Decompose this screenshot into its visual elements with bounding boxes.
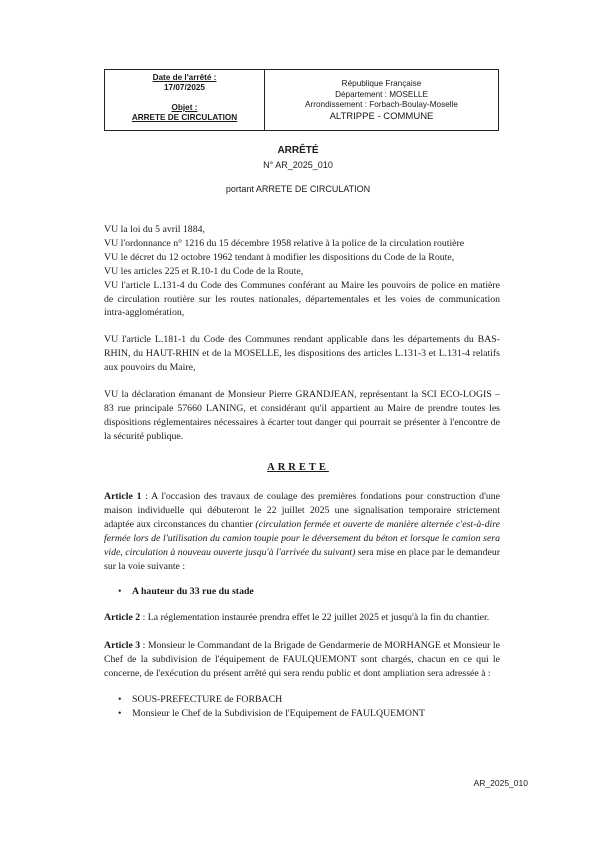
header-left-cell	[105, 70, 265, 130]
departement-label: Département : MOSELLE	[335, 89, 428, 99]
vu-line-1: VU la loi du 5 avril 1884,	[104, 224, 205, 235]
commune-label: ALTRIPPE - COMMUNE	[329, 110, 434, 122]
bullet-icon: •	[118, 586, 122, 598]
arrondissement-label: Arrondissement : Forbach-Boulay-Moselle	[305, 100, 458, 109]
vu-line-7: VU la déclaration émanant de Monsieur Pierre GRANDJEAN, représentant la SCI ECO-LOGIS – 83 rue principale 57660 LANING, et considérant qu'il appartient au Maire de prendre toutes les dispositions réglementaires nécessaires à écarter tout danger qui pourrait se présenter à l'encontre de la sécurité publique.	[104, 389, 500, 442]
list-item	[104, 693, 500, 707]
date-value: 17/07/2025	[164, 83, 205, 92]
list-item	[104, 707, 500, 721]
considerants-block	[104, 223, 500, 444]
arrete-heading: ARRETE	[267, 462, 329, 473]
date-label: Date de l'arrêté :	[152, 73, 217, 82]
bullet-icon: •	[118, 693, 122, 705]
article-1-text-b: sera mise en place par le demandeur sur la voie suivante :	[104, 546, 500, 572]
bullet-icon: •	[118, 707, 122, 719]
footer-reference: AR_2025_010	[473, 778, 528, 788]
article-1-bullet-text: A hauteur du 33 rue du stade	[132, 586, 254, 598]
document-number: N° AR_2025_010	[263, 160, 333, 170]
article-3-label: Article 3	[104, 640, 141, 652]
article-1-text-a: : A l'occasion des travaux de coulage des premières fondations pour construction d'une maison individuelle qui débuteront le 22 juillet 2025 une signalisation temporaire strictement adaptée aux circonstances du chantier	[104, 491, 500, 530]
recipient-2: Monsieur le Chef de la Subdivision de l'Equipement de FAULQUEMONT	[132, 707, 425, 719]
article-1-bullet	[104, 585, 500, 599]
document-heading: ARRÊTÉ	[277, 145, 319, 156]
vu-line-4: VU les articles 225 et R.10-1 du Code de la Route,	[104, 265, 304, 277]
article-1-text-italic: (circulation fermée et ouverte de manière alternée c'est-à-dire fermée lors de l'utilisation du camion toupie pour le déversement du béton et lorsque le camion sera vide, circulation à nouveau ouverte jusqu'à l'arrivée du suivant)	[104, 518, 500, 558]
document-subtitle: portant ARRETE DE CIRCULATION	[225, 184, 371, 194]
recipients-list	[104, 693, 500, 721]
article-2-text: : La réglementation instaurée prendra effet le 22 juillet 2025 et jusqu'à la fin du chantier.	[140, 612, 490, 624]
article-3-text: : Monsieur le Commandant de la Brigade de Gendarmerie de MORHANGE et Monsieur le Chef de la subdivision de l'équipement de FAULQUEMONT sont chargés, chacun en ce qui le concerne, de l'exécution du présent arrêté qui sera rendu public et dont ampliation sera adressée à :	[104, 640, 500, 680]
vu-line-5: VU l'article L.131-4 du Code des Communes conférant au Maire les pouvoirs de police en matière de circulation routière sur les routes nationales, départementales et les voies de communication intra-agglomération,	[104, 279, 500, 319]
article-1-label: Article 1	[104, 491, 142, 502]
article-2-label: Article 2	[104, 612, 141, 624]
vu-line-6: VU l'article L.181-1 du Code des Communes rendant applicable dans les départements du BAS-RHIN, du HAUT-RHIN et de la MOSELLE, les dispositions des articles L.131-3 et L.131-4 relatifs aux pouvoirs du Maire,	[104, 334, 500, 374]
article-3	[104, 639, 500, 681]
article-1	[104, 490, 500, 573]
recipient-1: SOUS-PREFECTURE de FORBACH	[132, 693, 283, 705]
articles-block	[104, 490, 500, 721]
objet-value: ARRETE DE CIRCULATION	[131, 113, 238, 122]
republique-label: République Française	[341, 79, 422, 88]
vu-line-3: VU le décret du 12 octobre 1962 tendant à modifier les dispositions du Code de la Route,	[104, 251, 455, 263]
objet-label: Objet :	[171, 103, 198, 112]
vu-line-2: VU l'ordonnance n° 1216 du 15 décembre 1958 relative à la police de la circulation routière	[104, 237, 465, 249]
header-box	[104, 69, 499, 131]
article-2	[104, 611, 500, 625]
header-right-cell	[265, 70, 498, 130]
